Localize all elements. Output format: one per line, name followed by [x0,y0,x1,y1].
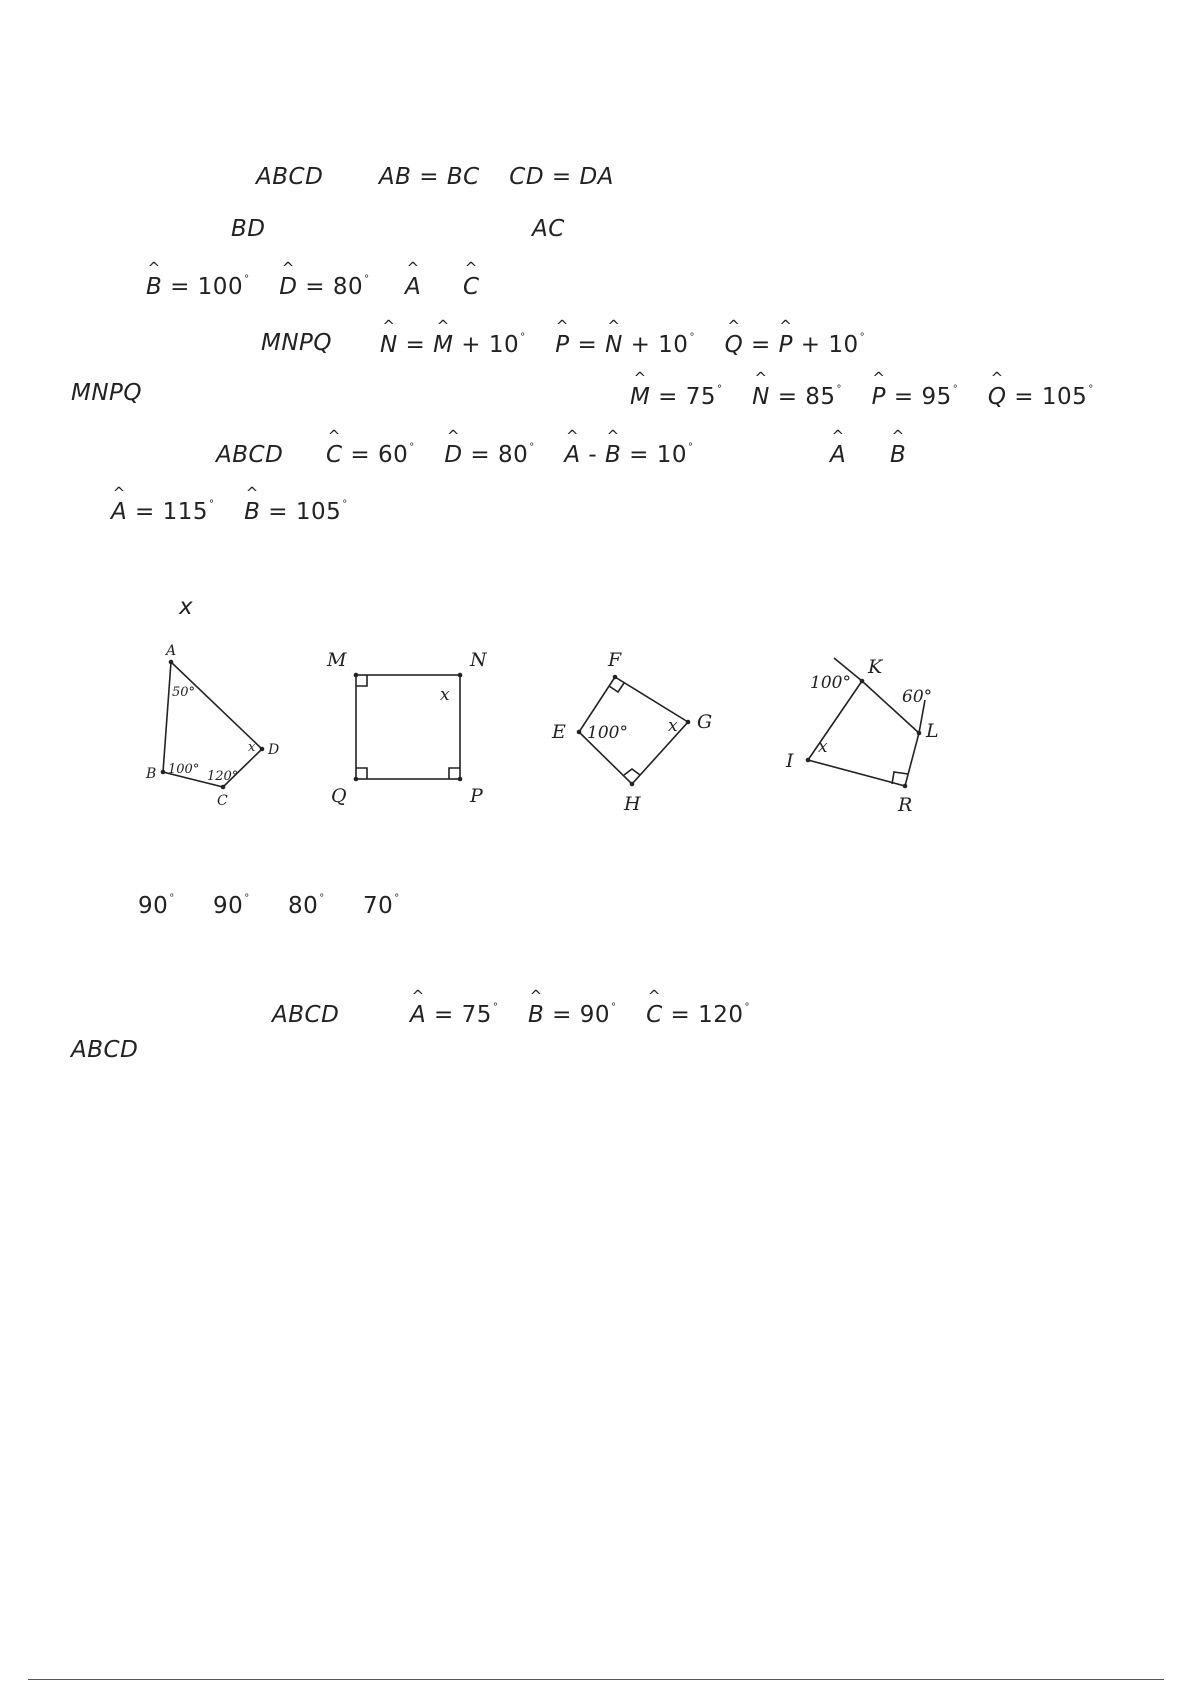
angle-m-letter: ^ M [630,384,650,410]
line-1 [256,164,614,190]
variable-x: x [179,594,194,620]
fig4-label-l: L [926,720,939,742]
angle-b-value: = 90 [552,1002,610,1028]
fig4-label-r: R [898,794,913,816]
line-3: ^ B = 100° ^ D = 80° [146,274,370,300]
angle-q-letter: ^ Q [725,332,744,358]
answer-4: 70° [363,893,400,919]
fig3-label-g: G [697,711,713,733]
line-7: ^ A = 115° ^ B = 105° [111,499,348,525]
angle-b-letter: ^ B [605,442,621,468]
answer-1: 90° [138,893,175,919]
fig2-x: x [440,685,450,705]
angle-b-letter: ^ B [146,274,162,300]
angle-n-value: = 85 [777,384,836,410]
angle-a-value: = 75 [434,1002,492,1028]
equals: = [751,332,779,358]
angle-c-letter: ^ C [463,274,480,300]
fig1-angle-b: 100° [168,762,200,777]
fig3-label-h: H [624,793,641,815]
line-6-relations: ^ C = 60° ^ D = 80° ^ A - ^ B = 10° [326,442,694,468]
answer-2: 90° [213,893,250,919]
fig4-angle-l: 60° [902,687,933,707]
fig2-label-m: M [327,649,347,671]
angle-n-letter: ^ N [605,332,623,358]
fig4-label-i: I [786,750,794,772]
angle-q-value: = 105 [1014,384,1088,410]
angle-b-letter: ^ B [890,442,906,468]
fig2-label-q: Q [331,785,347,807]
angle-q-letter: ^ Q [988,384,1007,410]
angle-b-letter: ^ B [528,1002,544,1028]
angle-p-letter: ^ P [779,332,793,358]
minus: - [588,442,598,468]
angle-d-value: = 80 [470,442,529,468]
answer-value: 80 [288,893,319,919]
angle-m-letter: ^ M [433,332,453,358]
line-4-relations: ^ N = ^ M + 10° ^ P = ^ N + 10° ^ Q = ^ P + 10° [380,332,865,358]
fig1-x: x [248,740,256,755]
line-6-quad: ABCD [216,442,284,468]
line-6-a [830,442,846,468]
angle-c-value: = 120 [670,1002,744,1028]
condition-cd-da: CD = DA [509,164,614,190]
page-bottom-rule [28,1679,1164,1680]
angle-c-value: = 60 [350,442,409,468]
line-3-a [405,274,421,300]
angle-d-value: = 80 [305,274,364,300]
fig1-label-d: D [268,742,280,758]
angle-d-letter: ^ D [444,442,462,468]
answer-value: 90 [138,893,169,919]
fig1-label-b: B [146,766,157,782]
angle-n-letter: ^ N [752,384,770,410]
answer-value: 70 [363,893,394,919]
angle-a-letter: ^ A [564,442,580,468]
line-4-quad: MNPQ [261,330,333,356]
fig3-label-f: F [608,649,622,671]
fig1-angle-c: 120° [207,769,239,784]
line-11-quad: ABCD [71,1037,139,1063]
angle-b-value: = 100 [170,274,244,300]
fig1-angle-a: 50° [172,685,196,700]
angle-c-letter: ^ C [646,1002,663,1028]
fig4-x: x [818,737,828,757]
line-10-quad: ABCD [272,1002,340,1028]
line-2-diag-bd: BD [231,216,266,242]
figures [0,630,1192,860]
line-3-c [463,274,480,300]
fig1-label-c: C [217,793,228,809]
plus-ten: + 10 [800,332,859,358]
plus-ten: + 10 [630,332,689,358]
fig3-label-e: E [552,721,566,743]
angle-a-letter: ^ A [410,1002,426,1028]
fig4-angle-k: 100° [810,673,851,693]
line-6-b [890,442,906,468]
quad-name: ABCD [256,164,324,190]
line-5-answers: ^ M = 75° ^ N = 85° ^ P = 95° ^ Q = 105° [630,384,1094,410]
angle-p-letter: ^ P [872,384,886,410]
equals: = [405,332,434,358]
angle-a-value: = 115 [135,499,209,525]
line-2-diag-ac: AC [532,216,565,242]
fig3-angle-e: 100° [587,723,628,743]
fig2-label-n: N [470,649,487,671]
answer-value: 90 [213,893,244,919]
difference-value: = 10 [629,442,687,468]
line-5-quad: MNPQ [71,380,143,406]
line-10-angles: ^ A = 75° ^ B = 90° ^ C = 120° [410,1002,750,1028]
angle-b-letter: ^ B [244,499,260,525]
plus-ten: + 10 [461,332,520,358]
angle-n-letter: ^ N [380,332,398,358]
fig2-label-p: P [470,785,483,807]
condition-ab-bc: AB = BC [378,164,480,190]
angle-m-value: = 75 [658,384,717,410]
equals: = [577,332,606,358]
angle-d-letter: ^ D [279,274,297,300]
angle-a-letter: ^ A [111,499,127,525]
angle-a-letter: ^ A [405,274,421,300]
answer-3: 80° [288,893,325,919]
angle-c-letter: ^ C [326,442,343,468]
fig4-label-k: K [868,656,883,678]
fig3-x: x [668,716,678,736]
angle-b-value: = 105 [268,499,342,525]
angle-a-letter: ^ A [830,442,846,468]
angle-p-value: = 95 [893,384,952,410]
angle-p-letter: ^ P [555,332,569,358]
fig1-label-a: A [166,643,177,659]
